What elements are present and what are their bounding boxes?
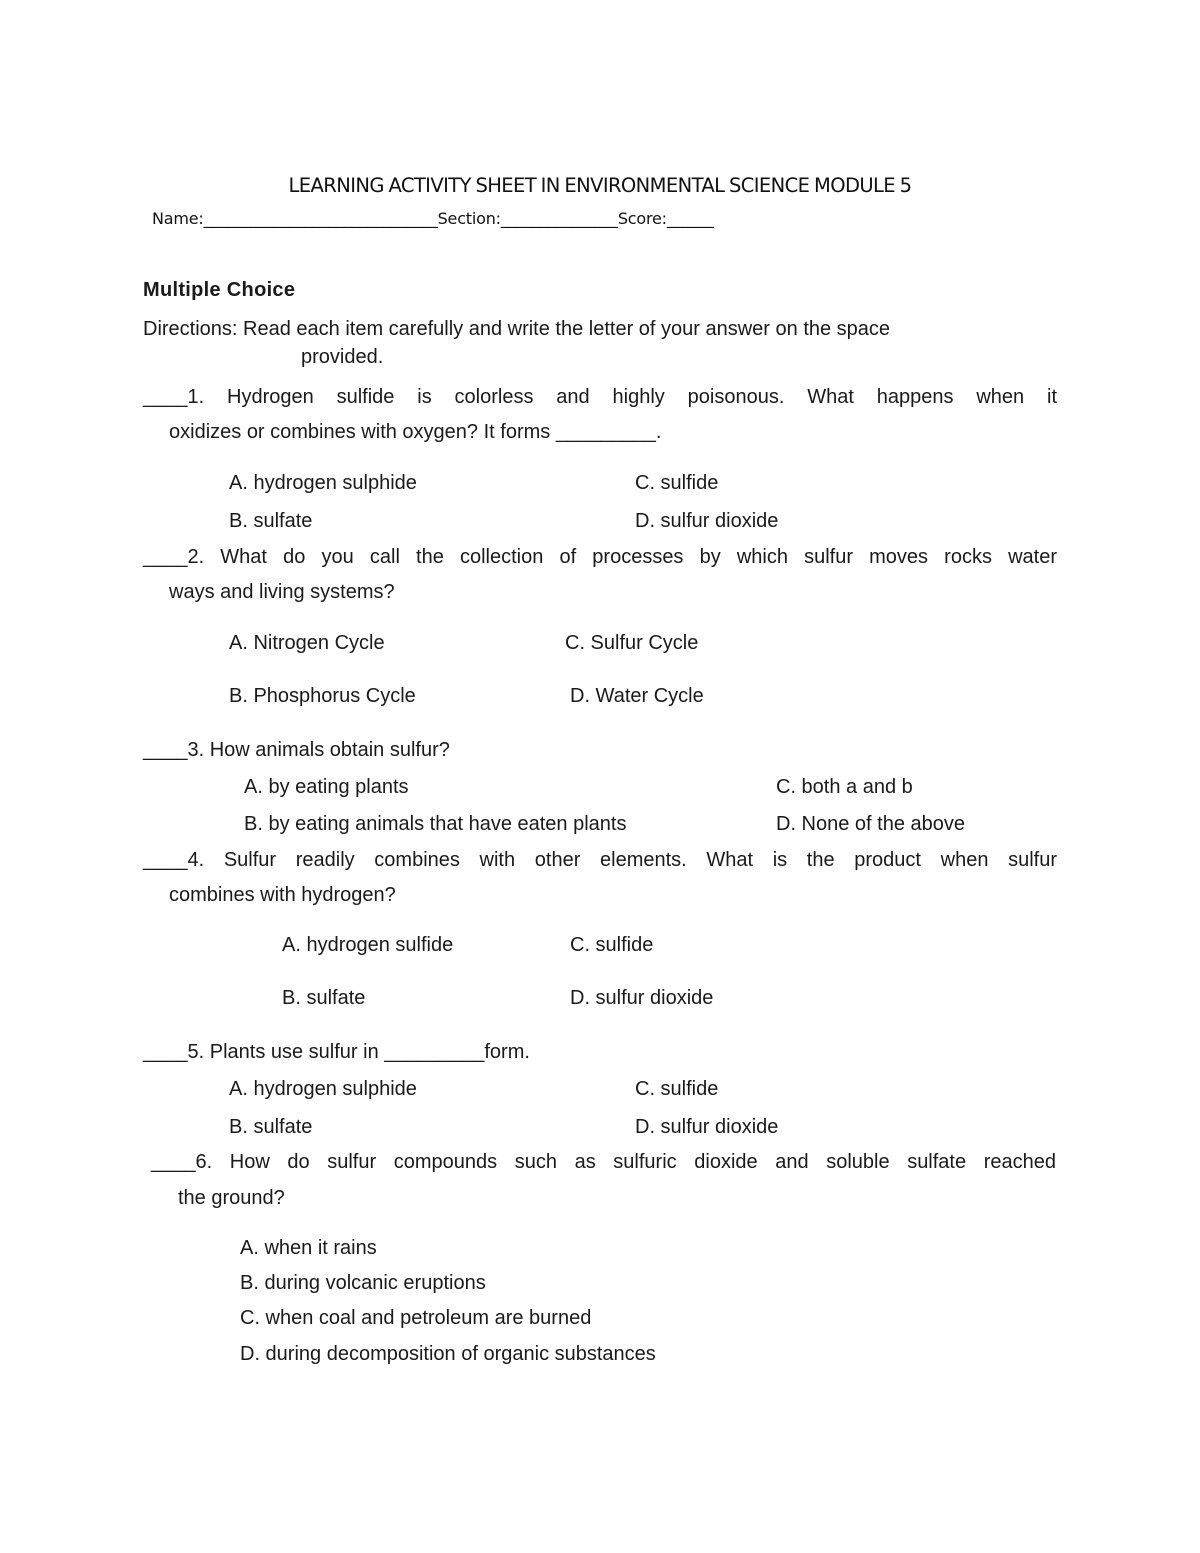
question-3-option-d: D. None of the above (776, 813, 966, 835)
question-2-text: ____2. What do you call the collection of processes by which sulfur moves rocks water (143, 546, 1057, 568)
question-6-text: ____6. How do sulfur compounds such as sulfuric dioxide and soluble sulfate reached (151, 1151, 1056, 1173)
question-2-option-b: B. Phosphorus Cycle (229, 685, 416, 707)
question-1-option-c: C. sulfide (635, 472, 719, 494)
question-2-option-a: A. Nitrogen Cycle (229, 632, 385, 654)
question-6-option-b: B. during volcanic eruptions (240, 1272, 486, 1294)
question-2-option-d: D. Water Cycle (570, 685, 704, 707)
question-6-option-c: C. when coal and petroleum are burned (240, 1307, 592, 1329)
section-heading: Multiple Choice (143, 279, 296, 301)
question-1-text-continued: oxidizes or combines with oxygen? It forms _________. (169, 421, 662, 443)
question-1-option-b: B. sulfate (229, 510, 313, 532)
question-3-option-c: C. both a and b (776, 776, 913, 798)
question-6-option-d: D. during decomposition of organic substances (240, 1343, 656, 1365)
question-4-option-b: B. sulfate (282, 987, 366, 1009)
question-5-option-b: B. sulfate (229, 1116, 313, 1138)
question-1-option-d: D. sulfur dioxide (635, 510, 779, 532)
directions-line: Directions: Read each item carefully and write the letter of your answer on the space (143, 318, 891, 340)
question-5-option-c: C. sulfide (635, 1078, 719, 1100)
question-1-option-a: A. hydrogen sulphide (229, 472, 417, 494)
question-1-text: ____1. Hydrogen sulfide is colorless and highly poisonous. What happens when it (143, 386, 1057, 408)
question-5-option-d: D. sulfur dioxide (635, 1116, 779, 1138)
worksheet-title: LEARNING ACTIVITY SHEET IN ENVIRONMENTAL SCIENCE MODULE 5 (288, 174, 912, 197)
directions-line-continued: provided. (301, 346, 384, 368)
question-4-option-c: C. sulfide (570, 934, 654, 956)
question-6-text-continued: the ground? (178, 1187, 285, 1209)
student-info-line[interactable]: Name:______________________________Section:_______________Score:______ (152, 209, 714, 228)
question-5-text: ____5. Plants use sulfur in _________form. (143, 1041, 530, 1063)
question-2-option-c: C. Sulfur Cycle (565, 632, 699, 654)
question-4-text-continued: combines with hydrogen? (169, 884, 396, 906)
question-3-option-a: A. by eating plants (244, 776, 409, 798)
question-4-option-d: D. sulfur dioxide (570, 987, 714, 1009)
question-3-text: ____3. How animals obtain sulfur? (143, 739, 450, 761)
question-3-option-b: B. by eating animals that have eaten plants (244, 813, 627, 835)
question-4-text: ____4. Sulfur readily combines with other elements. What is the product when sulfur (143, 849, 1057, 871)
question-2-text-continued: ways and living systems? (169, 581, 395, 603)
question-6-option-a: A. when it rains (240, 1237, 377, 1259)
question-4-option-a: A. hydrogen sulfide (282, 934, 454, 956)
question-5-option-a: A. hydrogen sulphide (229, 1078, 417, 1100)
